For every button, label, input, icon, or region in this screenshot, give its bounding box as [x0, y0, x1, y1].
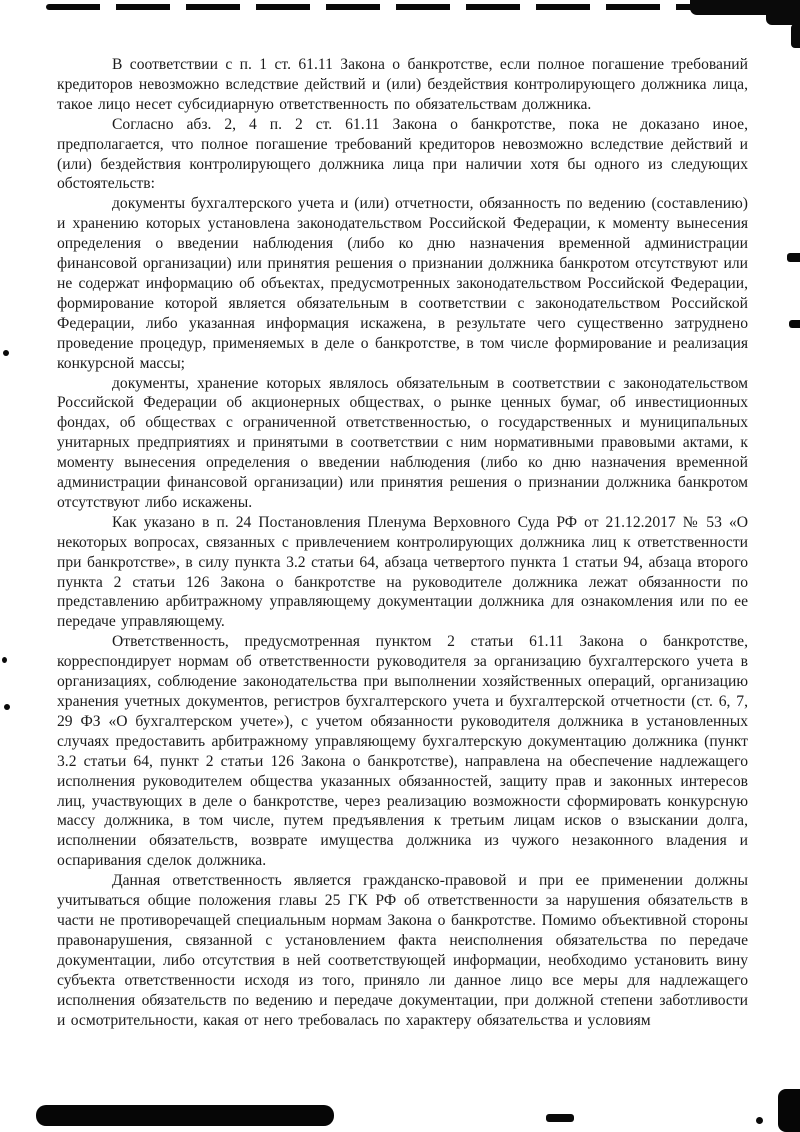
paragraph-1: В соответствии с п. 1 ст. 61.11 Закона о банкротстве, если полное погашение требований кредиторов невозможно вследствие действий и (или) бездействия контролирующего должника лица, такое лицо несет субсидиарную ответственность по обязательствам должника.	[57, 56, 748, 113]
paragraph-6: Ответственность, предусмотренная пунктом 2 статьи 61.11 Закона о банкротстве, корреспондирует нормам об ответственности руководителя за организацию бухгалтерского учета в организациях, соблюдение законодательства при выполнении хозяйственных операций, организацию хранения учетных документов, регистров бухгалтерского учета и бухгалтерской отчетности (ст. 6, 7, 29 ФЗ «О бухгалтерском учете»), с учетом обязанности руководителя должника в установленных случаях предоставить арбитражному управляющему бухгалтерскую документацию должника (пункт 3.2 статьи 64, пункт 2 статьи 126 Закона о банкротстве), направлена на обеспечение надлежащего исполнения руководителем общества указанных обязанностей, защиту прав и законных интересов лиц, участвующих в деле о банкротстве, через реализацию возможности сформировать конкурсную массу должника, в том числе, путем предъявления к третьим лицам исков о взыскании долга, исполнении обязательств, возврате имущества должника из чужого незаконного владения и оспаривания сделок должника.	[57, 633, 748, 870]
scan-artifact-top-right-3	[791, 24, 800, 48]
scan-artifact-right-edge-2	[789, 320, 800, 328]
paragraph-7: Данная ответственность является гражданско-правовой и при ее применении должны учитываться общие положения главы 25 ГК РФ об ответственности за нарушения обязательств в части не противоречащей специальным нормам Закона о банкротстве. Помимо объективной стороны правонарушения, связанной с установлением факта неисполнения обязательства по передаче документации, либо отсутствия в ней соответствующей информации, необходимо установить вину субъекта ответственности исходя из того, приняло ли данное лицо все меры для надлежащего исполнения обязательств по ведению и передаче документации, при должной степени заботливости и осмотрительности, какая от него требовалась по характеру обязательства и условиям	[57, 872, 748, 1029]
scan-artifact-left-edge-1	[3, 350, 9, 356]
paragraph-5: Как указано в п. 24 Постановления Пленума Верховного Суда РФ от 21.12.2017 № 53 «О некоторых вопросах, связанных с привлечением контролирующих должника лиц к ответственности при банкротстве», в силу пункта 3.2 статьи 64, абзаца четвертого пункта 1 статьи 94, абзаца второго пункта 2 статьи 126 Закона о банкротстве на руководителе должника лежат обязанности по представлению арбитражному управляющему документации должника для ознакомления или по ее передаче управляющему.	[57, 513, 748, 631]
scan-artifact-bottom-bar	[36, 1105, 334, 1126]
scan-artifact-bottom-right	[778, 1089, 800, 1132]
scan-artifact-bottom-dash	[546, 1114, 574, 1122]
scan-artifact-bottom-dot	[756, 1117, 763, 1124]
scan-artifact-left-edge-3	[4, 704, 10, 710]
paragraph-2: Согласно абз. 2, 4 п. 2 ст. 61.11 Закона о банкротстве, пока не доказано иное, предполагается, что полное погашение требований кредиторов невозможно вследствие действий и (или) бездействия контролирующего должника лица при наличии хотя бы одного из следующих обстоятельств:	[57, 115, 748, 193]
scan-artifact-top-edge	[46, 4, 746, 10]
paragraph-4: документы, хранение которых являлось обязательным в соответствии с законодательством Российской Федерации об акционерных обществах, о рынке ценных бумаг, об инвестиционных фондах, об обществах с ограниченной ответственностью, о государственных и муниципальных унитарных предприятиях и принятыми в соответствии с ним нормативными правовыми актами, к моменту вынесения определения о введении наблюдения (либо ко дню назначения временной администрации финансовой организации) или принятия решения о признании должника банкротом отсутствуют либо искажены.	[57, 374, 748, 511]
scan-artifact-right-edge-1	[787, 253, 800, 262]
scan-artifact-left-edge-2	[2, 657, 7, 663]
paragraph-3: документы бухгалтерского учета и (или) отчетности, обязанность по ведению (составлению) и хранению которых установлена законодательством Российской Федерации, к моменту вынесения определения о введении наблюдения (либо ко дню назначения временной администрации финансовой организации) или принятия решения о признании должника банкротом отсутствуют или не содержат информацию об объектах, предусмотренных законодательством Российской Федерации, формирование которой является обязательным в соответствии с законодательством Российской Федерации, либо указанная информация искажена, в результате чего существенно затруднено проведение процедур, применяемых в деле о банкротстве, в том числе формирование и реализация конкурсной массы;	[57, 195, 748, 372]
document-text-block	[57, 55, 748, 1030]
